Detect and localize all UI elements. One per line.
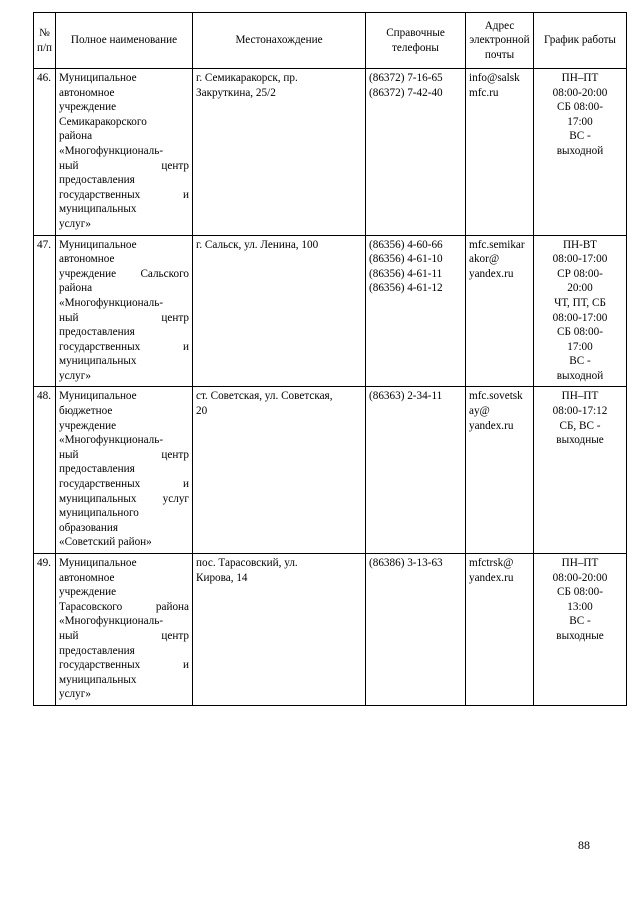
schedule-line: СБ 08:00- xyxy=(557,326,603,339)
cell-name xyxy=(56,235,193,387)
header-row xyxy=(34,13,627,69)
schedule-line: 08:00-20:00 xyxy=(552,571,608,584)
schedule-line: ЧТ, ПТ, СБ xyxy=(554,296,606,309)
schedule-line: 08:00-20:00 xyxy=(552,86,608,99)
name-line: автономное xyxy=(59,253,115,266)
cell-phones xyxy=(366,554,466,706)
cell-phones xyxy=(366,235,466,387)
location-line: г. Семикаракорск, пр. xyxy=(196,72,298,84)
name-line: услуг» xyxy=(59,688,91,701)
location-line: Кирова, 14 xyxy=(196,571,248,584)
schedule-line: ВС - xyxy=(569,355,591,368)
name-line: ный центр xyxy=(59,311,189,324)
name-line: государственных и xyxy=(59,659,189,672)
schedule-line: 08:00-17:12 xyxy=(552,405,608,418)
schedule-line: СР 08:00- xyxy=(557,267,603,280)
name-line: Муниципальное xyxy=(59,72,137,84)
cell-email xyxy=(466,387,534,554)
location-line: пос. Тарасовский, ул. xyxy=(196,557,298,569)
name-line: учреждение xyxy=(59,419,117,432)
name-line: предоставления xyxy=(59,174,135,187)
header-location: Местонахождение xyxy=(193,13,366,69)
cell-schedule xyxy=(534,69,627,236)
name-line: предоставления xyxy=(59,644,135,657)
name-line: Семикаракорского xyxy=(59,115,147,128)
phone-number: (86356) 4-61-12 xyxy=(369,282,443,295)
schedule-line: ВС - xyxy=(569,130,591,143)
name-line: «Многофункциональ- xyxy=(59,144,164,157)
schedule-line: СБ 08:00- xyxy=(557,101,603,114)
email-line: ay@ xyxy=(469,405,490,418)
header-num: № п/п xyxy=(34,13,56,69)
email-line: akor@ xyxy=(469,253,500,266)
email-line: yandex.ru xyxy=(469,267,514,280)
name-line: муниципальных xyxy=(59,203,137,216)
schedule-line: выходной xyxy=(556,369,604,382)
cell-phones xyxy=(366,387,466,554)
name-line: предоставления xyxy=(59,326,135,339)
schedule-line: ПН-ВТ xyxy=(562,238,598,251)
table-row xyxy=(34,387,627,554)
location-line: ст. Советская, ул. Советская, xyxy=(196,390,333,403)
schedule-line: 17:00 xyxy=(567,340,593,353)
name-line: Муниципальное xyxy=(59,557,137,569)
schedule-line: 20:00 xyxy=(567,282,593,295)
schedule-line: ПН–ПТ xyxy=(561,557,599,569)
table-row xyxy=(34,69,627,236)
location-line: Закруткина, 25/2 xyxy=(196,86,276,99)
schedule-line: выходной xyxy=(556,144,604,157)
registry-table xyxy=(33,12,627,706)
schedule-line: ВС - xyxy=(569,615,591,628)
name-line: муниципальных xyxy=(59,673,137,686)
header-schedule: График работы xyxy=(534,13,627,69)
name-line: района xyxy=(59,282,93,295)
schedule-line: СБ, ВС - xyxy=(559,419,601,432)
phone-number: (86363) 2-34-11 xyxy=(369,390,443,403)
schedule-line: 13:00 xyxy=(567,600,593,613)
name-line: муниципальных услуг xyxy=(59,492,189,505)
name-line: «Многофункциональ- xyxy=(59,615,164,628)
name-line: автономное xyxy=(59,86,115,99)
name-line: муниципальных xyxy=(59,355,137,368)
name-line: ный центр xyxy=(59,629,189,642)
cell-location xyxy=(193,69,366,236)
name-line: государственных и xyxy=(59,478,189,491)
name-line: автономное xyxy=(59,571,115,584)
schedule-line: 08:00-17:00 xyxy=(552,253,608,266)
header-name: Полное наименование xyxy=(56,13,193,69)
name-line: учреждение Сальского xyxy=(59,267,189,280)
header-phones: Справочные телефоны xyxy=(366,13,466,69)
name-line: бюджетное xyxy=(59,405,113,418)
cell-phones xyxy=(366,69,466,236)
cell-schedule xyxy=(534,554,627,706)
cell-num: 46. xyxy=(34,69,56,236)
cell-name xyxy=(56,387,193,554)
phone-number: (86372) 7-42-40 xyxy=(369,86,443,99)
cell-schedule xyxy=(534,235,627,387)
name-line: «Многофункциональ- xyxy=(59,434,164,447)
name-line: учреждение xyxy=(59,586,117,599)
email-line: mfc.sovetsk xyxy=(469,390,523,403)
cell-num: 48. xyxy=(34,387,56,554)
cell-location xyxy=(193,554,366,706)
name-line: государственных и xyxy=(59,340,189,353)
table-row xyxy=(34,235,627,387)
page-number: 88 xyxy=(578,838,590,852)
email-line: yandex.ru xyxy=(469,419,514,432)
phone-number: (86356) 4-60-66 xyxy=(369,238,443,251)
name-line: Муниципальное xyxy=(59,390,137,403)
table-body xyxy=(34,69,627,706)
schedule-line: СБ 08:00- xyxy=(557,586,603,599)
schedule-line: выходные xyxy=(556,434,604,447)
name-line: Муниципальное xyxy=(59,238,137,251)
schedule-line: ПН–ПТ xyxy=(561,390,599,403)
name-line: района xyxy=(59,130,93,143)
location-line: г. Сальск, ул. Ленина, 100 xyxy=(196,238,319,251)
name-line: ный центр xyxy=(59,448,189,461)
cell-email xyxy=(466,69,534,236)
cell-location xyxy=(193,235,366,387)
name-line: «Многофункциональ- xyxy=(59,296,164,309)
cell-name xyxy=(56,554,193,706)
name-line: образования xyxy=(59,521,119,534)
location-line: 20 xyxy=(196,405,208,418)
schedule-line: 08:00-17:00 xyxy=(552,311,608,324)
name-line: Тарасовского района xyxy=(59,600,189,613)
name-line: муниципального xyxy=(59,507,139,520)
name-line: предоставления xyxy=(59,463,135,476)
name-line: услуг» xyxy=(59,217,91,230)
schedule-line: ПН–ПТ xyxy=(561,72,599,84)
cell-num: 49. xyxy=(34,554,56,706)
name-line: ный центр xyxy=(59,159,189,172)
cell-location xyxy=(193,387,366,554)
phone-number: (86386) 3-13-63 xyxy=(369,557,443,569)
schedule-line: выходные xyxy=(556,629,604,642)
phone-number: (86356) 4-61-11 xyxy=(369,267,443,280)
cell-email xyxy=(466,235,534,387)
cell-schedule xyxy=(534,387,627,554)
cell-name xyxy=(56,69,193,236)
phone-number: (86356) 4-61-10 xyxy=(369,253,443,266)
email-line: info@salsk xyxy=(469,72,520,84)
name-line: учреждение xyxy=(59,101,117,114)
name-line: услуг» xyxy=(59,369,91,382)
cell-num: 47. xyxy=(34,235,56,387)
email-line: mfctrsk@ xyxy=(469,557,514,569)
cell-email xyxy=(466,554,534,706)
name-line: государственных и xyxy=(59,188,189,201)
email-line: mfc.ru xyxy=(469,86,499,99)
email-line: yandex.ru xyxy=(469,571,514,584)
table-row xyxy=(34,554,627,706)
phone-number: (86372) 7-16-65 xyxy=(369,72,443,84)
name-line: «Советский район» xyxy=(59,536,152,549)
schedule-line: 17:00 xyxy=(567,115,593,128)
header-email: Адрес электронной почты xyxy=(466,13,534,69)
email-line: mfc.semikar xyxy=(469,238,525,251)
